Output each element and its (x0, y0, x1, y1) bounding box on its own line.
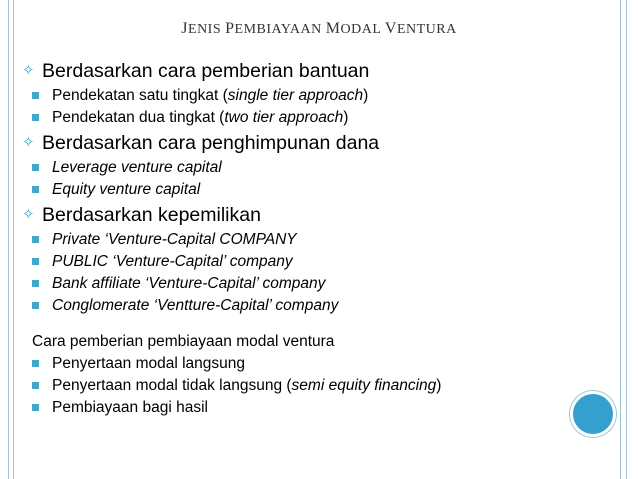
title-cap: V (384, 20, 397, 37)
item-italic: Leverage venture capital (52, 159, 222, 176)
square-bullet-icon (32, 302, 39, 309)
title-cap: P (225, 20, 235, 37)
item-text: Pendekatan dua tingkat ( (52, 109, 225, 126)
section-heading (22, 129, 622, 157)
bullet-icon: ✧ (22, 134, 35, 151)
left-frame-line (8, 0, 9, 479)
square-bullet-icon (32, 360, 39, 367)
bullet-icon: ✧ (22, 62, 35, 79)
item-text: Pembiayaan bagi hasil (52, 399, 208, 416)
right-frame-line (626, 0, 627, 479)
square-bullet-icon (32, 236, 39, 243)
item-italic: Conglomerate ‘Ventture-Capital’ company (52, 297, 339, 314)
item-italic: two tier approach (224, 109, 344, 126)
title-rest: ENIS (188, 22, 226, 37)
section-label: Berdasarkan cara pemberian bantuan (42, 60, 370, 82)
item-italic: Equity venture capital (52, 181, 201, 198)
square-bullet-icon (32, 164, 39, 171)
list-item (22, 179, 622, 201)
title-rest: EMBIAYAAN (234, 22, 326, 37)
item-text: ) (343, 109, 349, 126)
square-bullet-icon (32, 258, 39, 265)
item-italic: single tier approach (227, 87, 364, 104)
list-item (22, 251, 622, 273)
item-italic: Bank affiliate ‘Venture-Capital’ company (52, 275, 326, 292)
section-heading (22, 57, 622, 85)
item-text: ) (363, 87, 369, 104)
title-rest: ODAL (340, 22, 385, 37)
list-item (22, 375, 622, 397)
item-italic: semi equity financing (291, 377, 437, 394)
list-item (22, 295, 622, 317)
list-item (22, 157, 622, 179)
list-item (22, 397, 622, 419)
square-bullet-icon (32, 382, 39, 389)
bullet-icon: ✧ (22, 206, 35, 223)
item-text: Penyertaan modal langsung (52, 355, 246, 372)
list-item (22, 229, 622, 251)
section-label: Berdasarkan cara penghimpunan dana (42, 132, 380, 154)
item-italic: Private ‘Venture-Capital COMPANY (52, 231, 297, 248)
square-bullet-icon (32, 114, 39, 121)
square-bullet-icon (32, 186, 39, 193)
list-item (22, 85, 622, 107)
slide-body (22, 57, 622, 419)
item-text: ) (436, 377, 442, 394)
list-item (22, 107, 622, 129)
left-frame-line-inner (13, 0, 14, 479)
section-heading (22, 201, 622, 229)
title-cap: M (325, 20, 341, 37)
title-rest: ENTURA (396, 22, 457, 37)
section-label: Berdasarkan kepemilikan (42, 204, 261, 226)
item-text: Pendekatan satu tingkat ( (52, 87, 228, 104)
square-bullet-icon (32, 404, 39, 411)
list-item (22, 353, 622, 375)
slide-title (0, 20, 638, 38)
list-item (22, 273, 622, 295)
title-cap: J (181, 20, 189, 37)
square-bullet-icon (32, 92, 39, 99)
item-italic: PUBLIC ‘Venture-Capital’ company (52, 253, 293, 270)
paragraph-heading: Cara pemberian pembiayaan modal ventura (32, 333, 335, 350)
square-bullet-icon (32, 280, 39, 287)
decorative-circle (570, 391, 616, 437)
item-text: Penyertaan modal tidak langsung ( (52, 377, 292, 394)
spacer (22, 317, 622, 331)
